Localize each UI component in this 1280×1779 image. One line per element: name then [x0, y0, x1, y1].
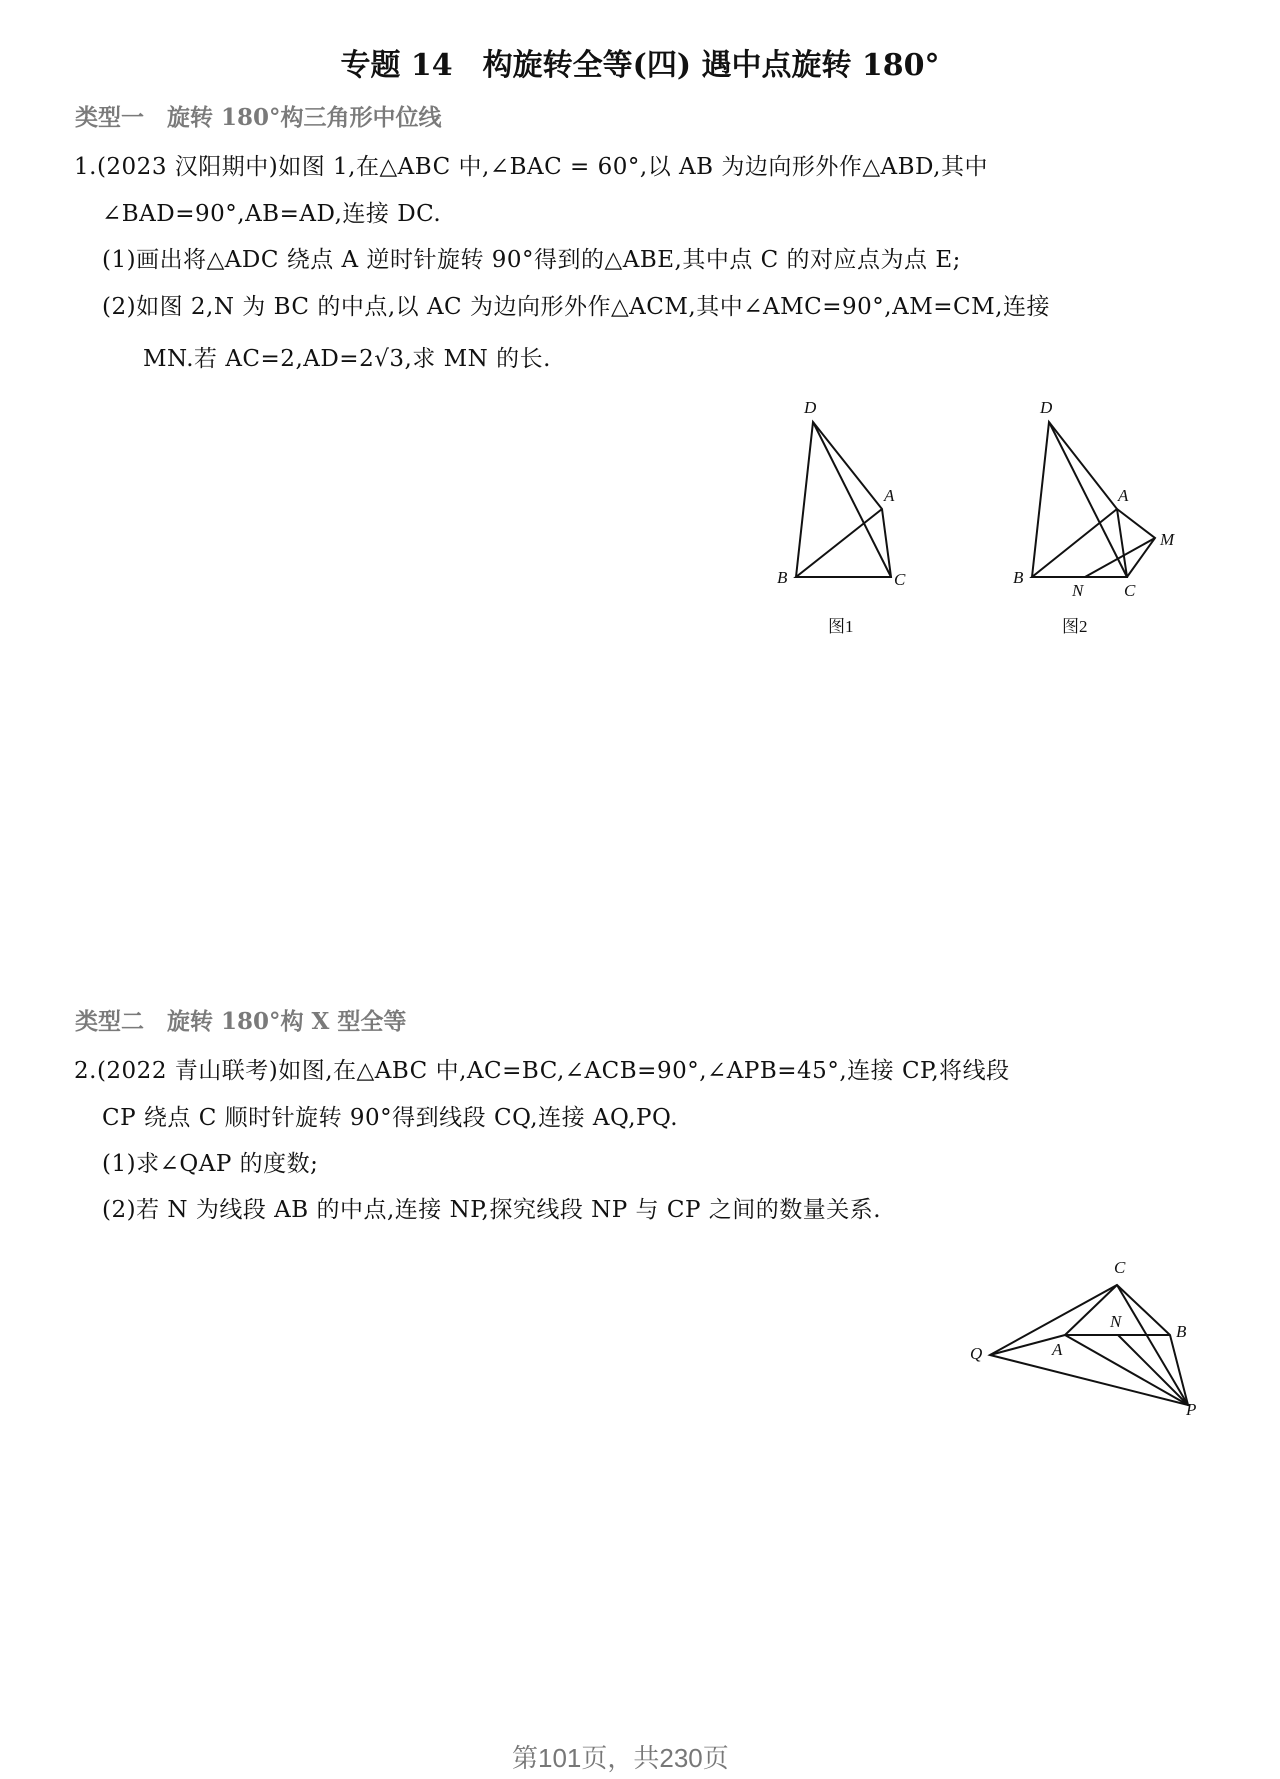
fig3-label-c: C — [1114, 1258, 1126, 1277]
figure-3 — [990, 1285, 1188, 1405]
problem-1-part-2-cont: MN.若 AC=2,AD=2√3,求 MN 的长. — [143, 346, 551, 372]
fig3-label-p: P — [1186, 1400, 1197, 1419]
fig2-label-b: B — [1013, 568, 1024, 587]
fig1-caption: 图1 — [828, 617, 854, 636]
fig2-caption: 图2 — [1062, 617, 1088, 636]
fig2-label-d: D — [1040, 398, 1053, 417]
figure-2 — [1032, 422, 1155, 577]
fig2-label-a: A — [1118, 486, 1129, 505]
problem-2-line-1: 2.(2022 青山联考)如图,在△ABC 中,AC=BC,∠ACB=90°,∠APB=45°,连接 CP,将线段 — [74, 1058, 1010, 1084]
fig1-label-c: C — [894, 570, 906, 589]
fig3-label-a: A — [1052, 1340, 1063, 1359]
page-indicator: 第101页，共230页 — [512, 1743, 729, 1773]
problem-1-part-1: (1)画出将△ADC 绕点 A 逆时针旋转 90°得到的△ABE,其中点 C 的对应点为点 E; — [102, 247, 961, 273]
problem-2-part-2: (2)若 N 为线段 AB 的中点,连接 NP,探究线段 NP 与 CP 之间的数量关系. — [102, 1197, 882, 1223]
section-heading-1: 类型一 旋转 180°构三角形中位线 — [75, 104, 442, 131]
figure-1 — [796, 422, 891, 577]
fig3-label-n: N — [1110, 1312, 1122, 1331]
problem-1-part-2: (2)如图 2,N 为 BC 的中点,以 AC 为边向形外作△ACM,其中∠AMC=90°,AM=CM,连接 — [102, 294, 1050, 320]
problem-2-part-1: (1)求∠QAP 的度数; — [102, 1151, 319, 1177]
fig2-label-n: N — [1072, 581, 1084, 600]
problem-1-line-2: ∠BAD=90°,AB=AD,连接 DC. — [102, 201, 442, 227]
fig3-label-q: Q — [970, 1344, 983, 1363]
problem-1-line-1: 1.(2023 汉阳期中)如图 1,在△ABC 中,∠BAC = 60°,以 AB 为边向形外作△ABD,其中 — [74, 154, 988, 180]
fig3-label-b: B — [1176, 1322, 1187, 1341]
page-title: 专题 14 构旋转全等(四) 遇中点旋转 180° — [340, 48, 940, 83]
fig2-label-m: M — [1160, 530, 1175, 549]
section-heading-2: 类型二 旋转 180°构 X 型全等 — [75, 1008, 407, 1035]
problem-2-line-2: CP 绕点 C 顺时针旋转 90°得到线段 CQ,连接 AQ,PQ. — [102, 1105, 679, 1131]
fig1-label-a: A — [884, 486, 895, 505]
fig1-label-b: B — [777, 568, 788, 587]
fig1-label-d: D — [804, 398, 817, 417]
fig2-label-c: C — [1124, 581, 1136, 600]
